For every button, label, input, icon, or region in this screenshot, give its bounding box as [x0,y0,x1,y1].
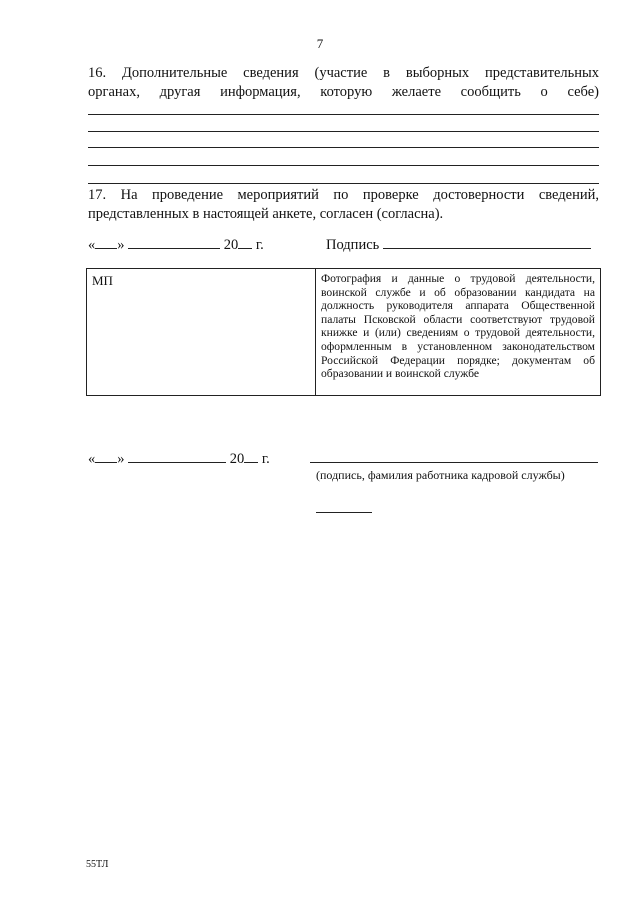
signature-field [326,236,591,254]
hr-day-blank[interactable] [95,450,117,463]
section-17-line-2: представленных в настоящей анкете, согласен (согласна). [88,206,444,222]
date-field: « » 20 г. [88,237,264,253]
signature-blank[interactable] [383,236,591,249]
hr-signature-caption: (подпись, фамилия работника кадровой службы) [316,468,565,482]
photo-cell [316,269,601,396]
hr-year-blank[interactable] [244,450,258,463]
fill-line-5[interactable] [88,183,599,184]
hr-signature-blank[interactable] [310,462,598,463]
section-16-text [88,64,599,102]
footer-code: 55ТЛ [86,859,109,870]
stamp-table [86,268,601,396]
section-16-line-2: органах, другая информация, которую желаете сообщить о себе) [88,84,599,100]
page-number: 7 [316,36,324,51]
month-blank[interactable] [128,236,220,249]
day-blank[interactable] [95,236,117,249]
signature-label: Подпись [326,237,380,253]
photo-verification-text: Фотография и данные о трудовой деятельности, воинской службе и об образовании кандидата на должность руководителя аппарата Общественной палаты Псковской области соответствуют трудовой книжке и (или) сведениям о трудовой деятельности, оформленным в установленном законодательством Российской Федерации порядке; документам об образовании и воинской службе [321,272,595,381]
mp-cell [87,269,316,396]
fill-line-4[interactable] [88,165,599,166]
fill-line-2[interactable] [88,131,599,132]
hr-month-blank[interactable] [128,450,226,463]
end-divider [316,512,372,513]
section-17-text [88,186,599,224]
mp-label: МП [92,273,113,288]
section-16-line-1: 16. Дополнительные сведения (участие в выборных представительных [88,65,599,81]
section-17-line-1: 17. На проведение мероприятий по проверке достоверности сведений, [88,187,599,203]
hr-date-field: « » 20 г. [88,451,270,467]
fill-line-3[interactable] [88,147,599,148]
year-blank[interactable] [238,236,252,249]
fill-line-1[interactable] [88,114,599,115]
